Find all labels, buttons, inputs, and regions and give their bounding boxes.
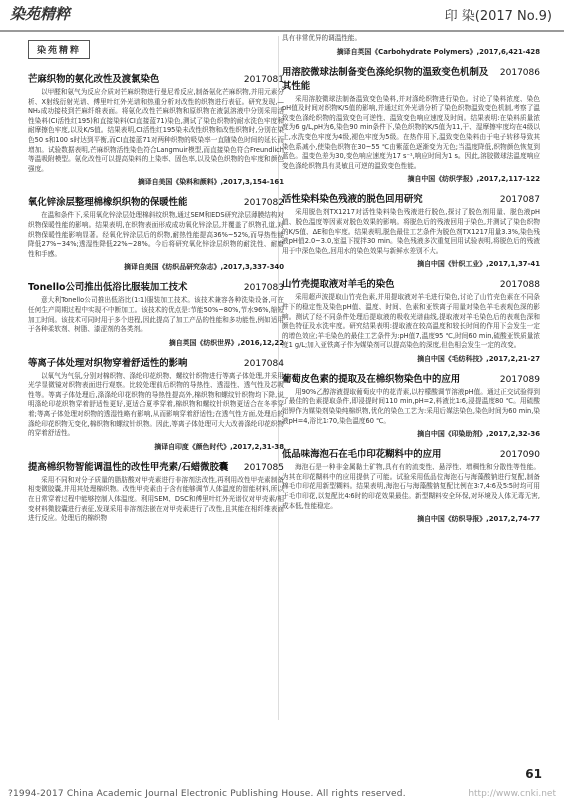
article-2017086 bbox=[282, 64, 540, 184]
article-source: 摘自中国《纺织导报》,2017,2,74-77 bbox=[417, 515, 540, 524]
article-heading bbox=[28, 194, 284, 208]
article-title: 芒麻织物的氨化改性及渡氯染色 bbox=[28, 74, 160, 85]
article-heading bbox=[282, 371, 540, 385]
article-source: 摘译自美国《染料和颜料》,2017,3,154-161 bbox=[137, 178, 284, 187]
article-source: 摘自中国《印染助剂》,2017,2,32-36 bbox=[417, 430, 540, 439]
article-source: 摘译自印度《颜色时代》,2017,2,31-38 bbox=[154, 442, 284, 451]
article-2017087 bbox=[282, 191, 540, 268]
right-column bbox=[282, 34, 540, 724]
article-body: 意大利Tonello公司推出低浴比(1∶1)服装加工技术。该技术兼容各种洗染设备,可在任何生产周期过程中实现不中断加工。该技术的优点是:节能50%~80%,节水96%,缩短加工时间。该技术可同时用于多个进程,因此提高了加工产品的性能和多功能性,例如适用于各种柔软剂、树脂、漆涩剂的各类剂。 bbox=[28, 296, 284, 334]
watermark: http://www.cnki.net bbox=[468, 789, 556, 799]
article-number: 2017082 bbox=[243, 198, 284, 209]
article-2017084 bbox=[28, 355, 284, 451]
journal-issue: 印 染(2017 No.9) bbox=[444, 9, 552, 24]
page-header bbox=[0, 0, 564, 32]
article-heading bbox=[28, 279, 284, 293]
article-2017090 bbox=[282, 446, 540, 523]
article-body: 以甲醛和氨气为反应介质对芒麻织物进行曼尼希反应,制备氨化芒麻织物,并用元素分析、X射线衍射光谱、傅里叶红外光谱和热重分析对改性的织物进行表征。研究发现,—NH₂成功接枝到芒麻纤维表面。将氨化改性芒麻织物和原织物在液氯溶液中分别采用活性染料(CI活性红195)和直接染料(CI直接蓝71)染色,测试了染色织物的耐水洗色牢度和耐摩擦色牢度,以及K/S值。结果表明,CI活性红195染未改性织物和改性织物时,分别在染色50 s和100 s时达到平衡,而CI直接蓝71对两种织物的吸染率一直随染色时间的延长而增加。试验数据表明,芒麻织物活性染色符合Langmuir模型,而直接染色符合Freundlich等温吸附模型。氨化改性可以提高染料的上染率、固色率,以及染色织物的色牢度和颜色强度。 bbox=[28, 88, 284, 173]
article-title: 低品味海泡石在毛巾印花糊料中的应用 bbox=[282, 449, 442, 461]
article-number: 2017081 bbox=[243, 75, 284, 85]
article-2017088 bbox=[282, 276, 540, 363]
article-number: 2017086 bbox=[499, 67, 540, 78]
article-heading bbox=[282, 64, 540, 92]
section-title: 染苑精粹 bbox=[10, 5, 71, 23]
article-2017085 bbox=[28, 459, 284, 524]
article-heading bbox=[282, 191, 540, 205]
article-source: 摘自英国《纺织世界》,2016,12,22 bbox=[168, 338, 284, 347]
article-2017082 bbox=[28, 194, 284, 271]
article-title: 葡萄皮色素的提取及在棉织物染色中的应用 bbox=[282, 373, 461, 385]
copyright-footer: ?1994-2017 China Academic Journal Electronic Publishing House. All rights reserved. bbox=[8, 789, 406, 799]
article-source: 摘自中国《毛纺科技》,2017,2,21-27 bbox=[417, 354, 540, 363]
article-body: 以氧气为气氛,分别对棉织物、涤纶印花织物、螺纹针织物进行等离子体处理,并采用光学显微镜对织物表面进行观察。比较处理前后织物的导热性、透湿性、透气性及芯吸性等。等离子体处理后,涤涤纶印花织物的导热性提高外,棉织物和螺纹针织物均下降,说明涤纶印花织物穿着舒适性更好,更适合夏季穿着,棉织物和螺纹针织物更适合在冬季穿着;等离子体处理对织物的透湿性略有影响,从而影响穿着舒适性;在透气性方面,处理后的涤纶印花织物无变化,棉织物和螺纹针织物。因此,等离子体处理可大大改善涤纶印花织物的穿着舒适性。 bbox=[28, 371, 284, 438]
section-badge: 染苑精粹 bbox=[28, 40, 90, 59]
article-title: 提高棉织物智能调温性的改性甲壳素/石蜡微胶囊 bbox=[28, 461, 229, 473]
article-number: 2017085 bbox=[243, 462, 284, 473]
article-title: 用溶胶微球法制备变色涤纶织物的温致变色机制及其性能 bbox=[282, 66, 489, 92]
article-title: Tonello公司推出低浴比服装加工技术 bbox=[28, 282, 188, 294]
article-heading bbox=[28, 459, 284, 473]
article-title: 山竹壳提取液对羊毛的染色 bbox=[282, 279, 395, 291]
article-body: 采用超声波提取山竹壳色素,并用提取液对羊毛进行染色,讨论了山竹壳色素在不同条件下的稳定性及染色pH值、温度、时间、色素和亚铁离子用量对染色羊毛表观色深的影响。测试了经不同条件处理后提取液的吸收光谱曲线,提取液对羊毛染色后的表观色深和颜色特征及水洗牢度。研究结果表明:提取液在较高温度和较长时间的作用下会发生一定的增色效应;羊毛染色的最佳工艺条件为:pH值7,温度95 ℃,时间60 min,硫酸亚铁质量浓度1 g/L;加入亚铁离子作为媒染剂可以提高染色的深度,但色相会发生一定的改变。 bbox=[282, 293, 540, 350]
article-source: 摘自中国《针织工业》,2017,1,37-41 bbox=[417, 260, 540, 269]
article-number: 2017088 bbox=[499, 280, 540, 291]
article-number: 2017084 bbox=[243, 358, 284, 369]
article-body: 采用不同和对分子质量的脂肪酸对甲壳素进行非溶剂法改性,再利用改性甲壳素制备相变微胶囊,并用其处理棉织物。改性甲壳素由于含有能够调节人体温度的智能材料,所以在日常穿着过程中能够控制人体温度。利用SEM、DSC和傅里叶红外光谱仪对甲壳素/相变材料微胶囊进行表征,发现采用非溶剂法嵌在对甲壳素进行了改性,且其能在相纤维表面进行反应。处理后的棉织物 bbox=[28, 475, 284, 523]
article-title: 活性染料染色残液的脱色回用研究 bbox=[282, 194, 423, 206]
page-number: 61 bbox=[525, 767, 542, 781]
article-2017081 bbox=[28, 71, 284, 186]
article-number: 2017090 bbox=[499, 450, 540, 461]
article-number: 2017083 bbox=[243, 283, 284, 294]
article-heading bbox=[282, 446, 540, 460]
article-heading bbox=[28, 355, 284, 369]
article-source: 摘自中国《纺织学报》,2017,2,117-122 bbox=[407, 175, 540, 184]
article-heading bbox=[282, 276, 540, 290]
article-source: 摘译自美国《纺织品研究杂志》,2017,3,337-340 bbox=[124, 263, 284, 272]
article-source: 摘译自英国《Carbohydrate Polymers》,2017,6,421-428 bbox=[336, 47, 540, 56]
continued-text: 具有非常优异的调温性能。 bbox=[282, 34, 362, 42]
article-title: 氧化锌涂层整理棉橡织织物的保暖性能 bbox=[28, 197, 188, 209]
article-number: 2017089 bbox=[499, 374, 540, 385]
article-heading bbox=[28, 71, 284, 85]
article-title: 等离子体处理对织物穿着舒适性的影响 bbox=[28, 357, 188, 369]
article-number: 2017087 bbox=[499, 195, 540, 206]
article-body: 采用脱色剂TX1217对活性染料染色残液进行脱色,探讨了脱色剂用量、脱色液pH值、脱色温度等因素对脱色效果的影响。将脱色后的残液回用于染色,并测试了染色织物的K/S值、ΔE和色牢度。结果表明,脱色最佳工艺条件为脱色剂TX1217用量3.3%,染色残液pH值2.0~3.0,室温下搅拌30 min。染色残液多次重复回用试验表明,将脱色后的残液用于中深色染色,回用水的染色效果与新鲜水差别不大。 bbox=[282, 208, 540, 255]
article-2017083 bbox=[28, 279, 284, 346]
article-body: 用90%乙醇溶液提取葡萄皮中的花青素,以柠檬酸调节溶液pH值。通过正交试验得到了最佳的色素提取条件,即浸提时间110 min,pH=2,料液比1∶6,浸提温度80 ℃。用硫酸铝钾作为媒染剂染染纯棉织物,优化的染色工艺为:采用后媒法染色,染色时间为60 min,染液pH=4,浴比1∶70,染色温度60 ℃。 bbox=[282, 387, 540, 425]
left-column bbox=[28, 34, 284, 724]
article-body: 在温和条件下,采用氧化锌涂层处理棉斜纹织物,通过SEM和EDS研究涂层薄膜结构对织物保暖性能的影响。结果表明,在织物表面形成成功氧化锌涂层,并覆盖了织物孔道,对织物保暖性能影响显著。经氧化锌涂层后的织物,耐热性能提高36%~52%,而导热性能降低27%~34%;透湿性降低22%~28%。今后将研究氧化锌涂层织物的耐洗性、耐磨性和手感。 bbox=[28, 211, 284, 258]
article-body: 海泡石是一种非金属黏土矿物,具有有的流变性、悬浮性、增稠性和分散性等性能。为其在印花糊料中的应用提供了可能。试验采用低品位海泡石与海藻酸钠进行复配,制备棉毛巾印花用新型糊料。结果表明,海泡石与海藻酸钠复配比例在3∶7,4∶6及5∶5时均可用于毛巾印花,以复配比4∶6时的印花效果最佳。新型糊料安全环保,对环境及人体无毒无害,成本低,性能稳定。 bbox=[282, 463, 540, 510]
article-2017089 bbox=[282, 371, 540, 438]
article-body: 采用溶胶微球法制备温致变色染料,并对涤纶织物进行染色。讨论了染料浓度、染色pH值及时间对织物K/S值的影响,并通过红外光谱分析了染色织物温致变色机制,考察了温致变色涤纶织物的温致变色可逆性、温致变色响应速度及时间。结果表明:在染料质量浓度为6 g/L,pH为6,染色90 min条件下,染色织物的K/S值为11,干、湿摩擦牢度均在4级以上,水洗变色牢度为4级,褪色牢度为5级。在热作用下,温致变色染料由于电子转移导致其染色系减小,使染色织物在30~55 ℃由紫蓝色逐渐变为无色;当温度降低,织物颜色恢复到蓝色。温变色差为30,变色响应速度为17 s⁻¹,响应时间为1 s。因此,溶胶微球法温度响应变色涤纶织物具有灵敏且可逆的温致变色性能。 bbox=[282, 94, 540, 170]
